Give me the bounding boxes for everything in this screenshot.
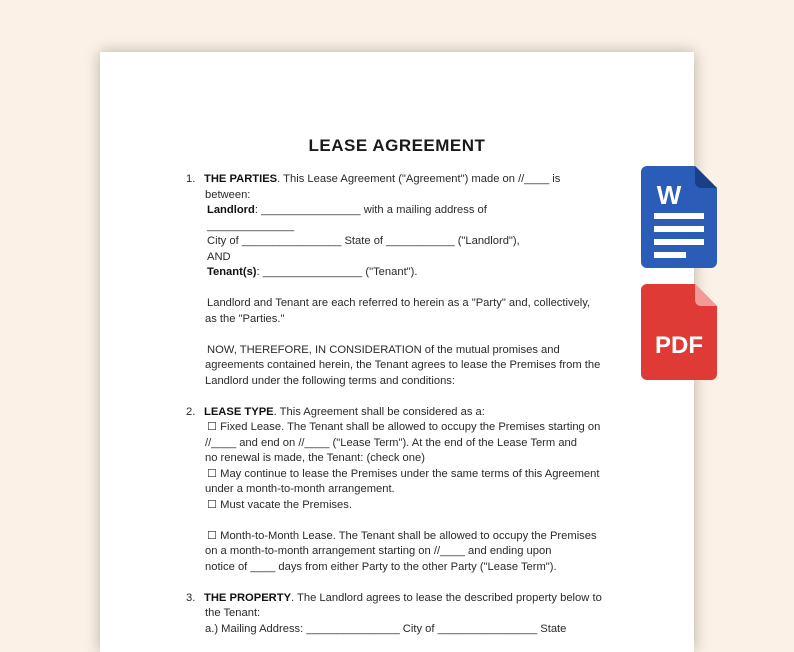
paragraph-text: Landlord under the following terms and conditions: <box>205 374 456 387</box>
section-number: 3. <box>186 591 196 604</box>
word-file-fold <box>695 166 717 188</box>
section-heading: THE PARTIES <box>204 173 278 185</box>
tenant-text: : ________________ ("Tenant"). <box>256 266 418 278</box>
section-text: notice of ____ days from either Party to the other Party ("Lease Term"). <box>205 560 557 573</box>
document-body <box>186 172 626 637</box>
section-heading: THE PROPERTY <box>204 591 292 604</box>
section-text: between: <box>205 188 251 201</box>
paragraph-text: NOW, THEREFORE, IN CONSIDERATION of the mutual promises and <box>207 343 560 356</box>
section-property-line-1 <box>186 591 626 607</box>
checkbox-option-month-to-month: ☐ Month-to-Month Lease. The Tenant shall be allowed to occupy the Premises <box>207 529 597 542</box>
checkbox-option-vacate: ☐ Must vacate the Premises. <box>207 498 352 511</box>
section-text: a.) Mailing Address: _______________ City of ________________ State <box>205 622 567 635</box>
section-text: . The Landlord agrees to lease the described property below to <box>291 591 602 604</box>
section-text: . This Lease Agreement ("Agreement") made on //____ is <box>277 173 561 185</box>
section-text: under a month-to-month arrangement. <box>205 483 395 495</box>
section-number: 1. <box>186 173 196 185</box>
paragraph-text: as the "Parties." <box>205 312 285 325</box>
document-title: LEASE AGREEMENT <box>308 136 486 155</box>
section-text: . This Agreement shall be considered as a: <box>273 405 485 418</box>
landlord-text: : ________________ with a mailing address of <box>254 204 487 216</box>
section-text: no renewal is made, the Tenant: (check one) <box>205 452 425 464</box>
landlord-line <box>186 203 626 219</box>
checkbox-option-continue: ☐ May continue to lease the Premises under the same terms of this Agreement <box>207 467 600 480</box>
tenant-label: Tenant(s) <box>207 266 257 278</box>
document-page <box>100 52 694 652</box>
pdf-file-fold <box>695 284 717 306</box>
word-file-icon <box>641 166 717 268</box>
pdf-file-label: PDF <box>655 332 703 359</box>
pdf-file-icon <box>641 284 717 380</box>
section-text: on a month-to-month arrangement starting on //____ and ending upon <box>205 545 552 557</box>
paragraph-text: agreements contained herein, the Tenant agrees to lease the Premises from the <box>205 359 601 371</box>
section-parties-line-1 <box>186 172 626 188</box>
section-text: ______________ <box>207 219 295 232</box>
tenant-line <box>186 265 626 281</box>
section-text: City of ________________ State of ___________ ("Landlord"), <box>207 235 520 247</box>
word-file-letter: W <box>656 180 682 210</box>
landlord-label: Landlord <box>207 204 255 216</box>
section-heading: LEASE TYPE <box>204 405 274 418</box>
paragraph-text: Landlord and Tenant are each referred to herein as a "Party" and, collectively, <box>207 297 591 309</box>
section-text: //____ and end on //____ ("Lease Term"). At the end of the Lease Term and <box>205 436 577 449</box>
section-lease-type-line-1 <box>186 405 626 421</box>
checkbox-option-fixed-lease: ☐ Fixed Lease. The Tenant shall be allowed to occupy the Premises starting on <box>207 421 601 433</box>
section-text: AND <box>207 250 231 263</box>
section-number: 2. <box>186 405 196 418</box>
section-text: the Tenant: <box>205 607 261 619</box>
